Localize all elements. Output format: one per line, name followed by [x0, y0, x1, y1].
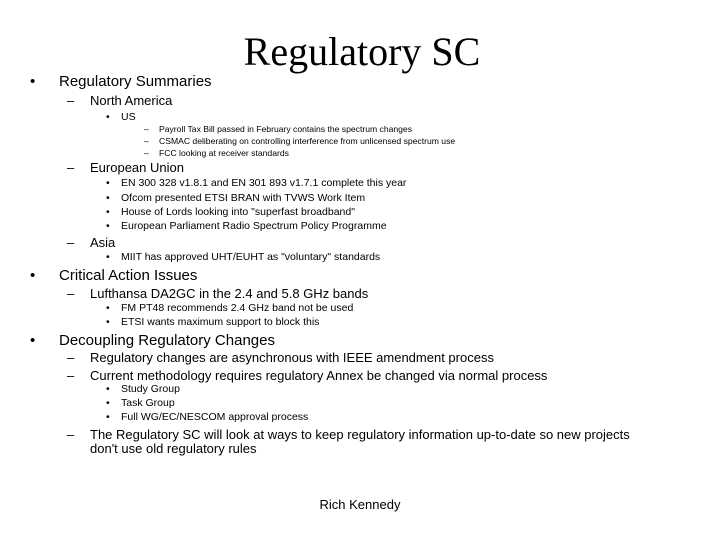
- label-european-union: European Union: [90, 160, 184, 175]
- heading-regulatory-summaries: Regulatory Summaries: [59, 73, 212, 90]
- eu-item: House of Lords looking into "superfast broadband": [121, 206, 355, 218]
- label-asia: Asia: [90, 235, 116, 250]
- us-item: CSMAC deliberating on controlling interference from unlicensed spectrum use: [159, 136, 456, 146]
- label-north-america: North America: [90, 93, 173, 108]
- bullet-lufthansa-item: •: [106, 316, 110, 328]
- methodology-item: Full WG/EC/NESCOM approval process: [121, 411, 309, 423]
- lufthansa-item: ETSI wants maximum support to block this: [121, 316, 320, 328]
- bullet-methodology-item: •: [106, 397, 110, 409]
- asia-item: MIIT has approved UHT/EUHT as "voluntary" standards: [121, 251, 381, 263]
- methodology-item: Task Group: [121, 397, 175, 409]
- bullet-lufthansa-item: •: [106, 302, 110, 314]
- dash-us-item: –: [144, 124, 149, 134]
- dash-methodology: –: [67, 368, 75, 383]
- us-item: FCC looking at receiver standards: [159, 148, 289, 158]
- bullet-asia-item: •: [106, 251, 110, 263]
- point-methodology: Current methodology requires regulatory Annex be changed via normal process: [90, 368, 548, 383]
- lufthansa-item: FM PT48 recommends 2.4 GHz band not be used: [121, 302, 354, 314]
- point-sc-line1: The Regulatory SC will look at ways to keep regulatory information up-to-date so new projects: [90, 427, 630, 442]
- dash-us-item: –: [144, 148, 149, 158]
- bullet-us: •: [106, 111, 110, 123]
- bullet-methodology-item: •: [106, 383, 110, 395]
- dash-sc-point: –: [67, 427, 75, 442]
- methodology-item: Study Group: [121, 383, 180, 395]
- bullet-eu-item: •: [106, 206, 110, 218]
- eu-item: Ofcom presented ETSI BRAN with TVWS Work Item: [121, 192, 366, 204]
- footer-author: Rich Kennedy: [319, 497, 401, 512]
- slide-title: Regulatory SC: [243, 29, 481, 74]
- eu-item: European Parliament Radio Spectrum Policy Programme: [121, 220, 387, 232]
- dash-north-america: –: [67, 93, 75, 108]
- dash-async: –: [67, 350, 75, 365]
- dash-european-union: –: [67, 160, 75, 175]
- bullet-eu-item: •: [106, 220, 110, 232]
- label-us: US: [121, 111, 136, 123]
- heading-critical-action-issues: Critical Action Issues: [59, 267, 198, 284]
- dash-asia: –: [67, 235, 75, 250]
- label-lufthansa: Lufthansa DA2GC in the 2.4 and 5.8 GHz bands: [90, 286, 369, 301]
- dash-lufthansa: –: [67, 286, 75, 301]
- heading-decoupling: Decoupling Regulatory Changes: [59, 332, 275, 349]
- bullet-regulatory-summaries: •: [30, 73, 36, 90]
- point-sc-line2: don't use old regulatory rules: [90, 441, 257, 456]
- eu-item: EN 300 328 v1.8.1 and EN 301 893 v1.7.1 complete this year: [121, 177, 407, 189]
- bullet-eu-item: •: [106, 177, 110, 189]
- bullet-methodology-item: •: [106, 411, 110, 423]
- bullet-eu-item: •: [106, 192, 110, 204]
- dash-us-item: –: [144, 136, 149, 146]
- bullet-decoupling: •: [30, 332, 36, 349]
- us-item: Payroll Tax Bill passed in February contains the spectrum changes: [159, 124, 413, 134]
- point-async: Regulatory changes are asynchronous with IEEE amendment process: [90, 350, 494, 365]
- bullet-critical-action-issues: •: [30, 267, 36, 284]
